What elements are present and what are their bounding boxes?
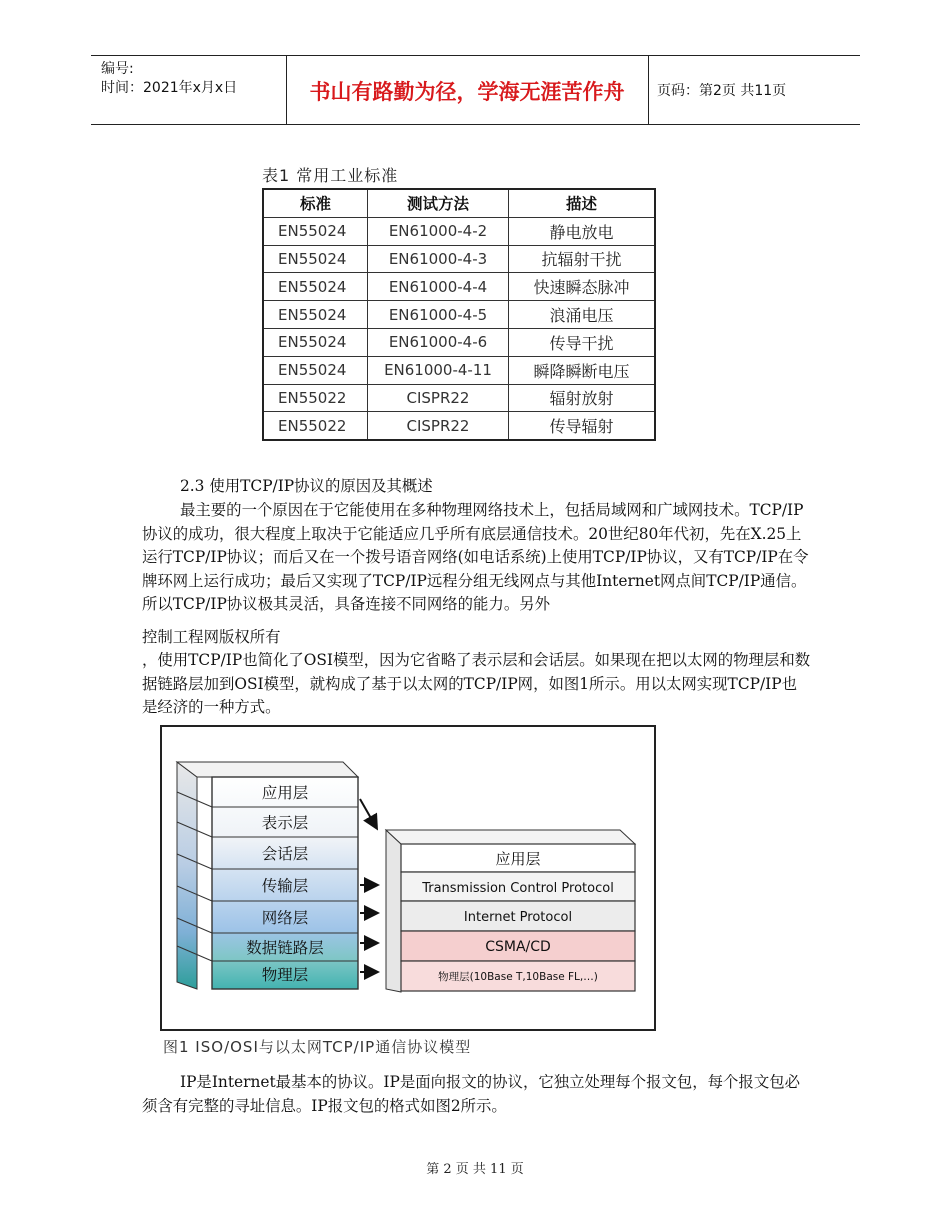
page-footer: 第 2 页 共 11 页	[426, 1162, 524, 1177]
table-cell: EN55022	[263, 384, 368, 412]
table-cell: EN61000-4-2	[368, 217, 509, 245]
table-row	[263, 273, 655, 301]
arrow-icon	[360, 799, 376, 827]
tcpip-stack	[386, 830, 635, 992]
column-header: 描述	[509, 189, 656, 217]
table-cell: EN61000-4-6	[368, 328, 509, 356]
table-row	[263, 301, 655, 329]
table-cell: EN55024	[263, 273, 368, 301]
osi-layer-label: 传输层	[261, 877, 309, 895]
table-cell: 传导辐射	[509, 412, 656, 440]
body-paragraph: ，使用TCP/IP也简化了OSI模型，因为它省略了表示层和会话层。如果现在把以太网的物理层和数据链路层加到OSI模型，就构成了基于以太网的TCP/IP网，如图1所示。用以太网实现TCP/IP也是经济的一种方式。	[142, 651, 811, 716]
table-row	[263, 384, 655, 412]
table-cell: EN61000-4-11	[368, 356, 509, 384]
table-cell: EN55024	[263, 328, 368, 356]
tcpip-layer-label: Transmission Control Protocol	[422, 881, 614, 896]
tcpip-layer-label: 物理层(10Base T,10Base FL,…)	[438, 971, 598, 983]
table-cell: EN55024	[263, 245, 368, 273]
table-cell: 辐射放射	[509, 384, 656, 412]
table-cell: 浪涌电压	[509, 301, 656, 329]
table-cell: CISPR22	[368, 384, 509, 412]
osi-layer-label: 表示层	[261, 814, 309, 832]
table-row	[263, 356, 655, 384]
tcpip-layer-label: Internet Protocol	[463, 910, 573, 925]
table-caption: 表1 常用工业标准	[262, 166, 399, 185]
watermark-line: 控制工程网版权所有	[142, 628, 281, 646]
table-row	[263, 328, 655, 356]
header-motto: 书山有路勤为径，学海无涯苦作舟	[309, 80, 625, 104]
doc-time-label: 时间：2021年x月x日	[101, 80, 238, 96]
table-cell: 快速瞬态脉冲	[509, 273, 656, 301]
header-page-info: 页码：第2页 共11页	[657, 83, 787, 99]
table-cell: CISPR22	[368, 412, 509, 440]
table-cell: EN61000-4-4	[368, 273, 509, 301]
table-header-row	[263, 189, 655, 217]
osi-layer-label: 物理层	[261, 966, 309, 984]
standards-table	[262, 188, 656, 441]
table-cell: EN55024	[263, 356, 368, 384]
doc-number-label: 编号:	[101, 61, 134, 77]
body-paragraph: IP是Internet最基本的协议。IP是面向报文的协议，它独立处理每个报文包，每个报文包必须含有完整的寻址信息。IP报文包的格式如图2所示。	[142, 1073, 800, 1115]
tcpip-layer-label: 应用层	[495, 850, 541, 868]
table-cell: EN61000-4-3	[368, 245, 509, 273]
osi-layer-label: 应用层	[261, 784, 309, 802]
osi-layer-label: 网络层	[261, 909, 309, 927]
table-cell: 抗辐射干扰	[509, 245, 656, 273]
protocol-model-figure	[160, 725, 656, 1031]
tcpip-layer-label: CSMA/CD	[485, 939, 551, 955]
table-cell: EN61000-4-5	[368, 301, 509, 329]
mapping-arrows	[360, 799, 376, 972]
table-row	[263, 245, 655, 273]
table-cell: 传导干扰	[509, 328, 656, 356]
page-header	[91, 55, 860, 125]
osi-layer-label: 会话层	[261, 845, 309, 863]
column-header: 测试方法	[368, 189, 509, 217]
table-row	[263, 412, 655, 440]
protocol-model-diagram	[162, 727, 654, 1029]
table-cell: EN55024	[263, 217, 368, 245]
column-header: 标准	[263, 189, 368, 217]
table-cell: EN55022	[263, 412, 368, 440]
osi-stack	[177, 762, 358, 989]
body-paragraph: 最主要的一个原因在于它能使用在多种物理网络技术上，包括局域网和广域网技术。TCP/IP协议的成功，很大程度上取决于它能适应几乎所有底层通信技术。20世纪80年代初，先在X.25上运行TCP/IP协议；而后又在一个拨号语音网络(如电话系统)上使用TCP/IP协议，又有TCP/IP在令牌环网上运行成功；最后又实现了TCP/IP远程分组无线网点与其他Internet网点间TCP/IP通信。所以TCP/IP协议极其灵活，具备连接不同网络的能力。另外	[142, 501, 809, 613]
figure-caption: 图1 ISO/OSI与以太网TCP/IP通信协议模型	[163, 1038, 472, 1056]
table-cell: 瞬降瞬断电压	[509, 356, 656, 384]
header-meta	[101, 60, 237, 98]
header-divider	[648, 56, 649, 124]
table-row	[263, 217, 655, 245]
osi-layer-label: 数据链路层	[246, 939, 324, 957]
section-heading: 2.3 使用TCP/IP协议的原因及其概述	[180, 477, 433, 495]
table-cell: 静电放电	[509, 217, 656, 245]
table-cell: EN55024	[263, 301, 368, 329]
